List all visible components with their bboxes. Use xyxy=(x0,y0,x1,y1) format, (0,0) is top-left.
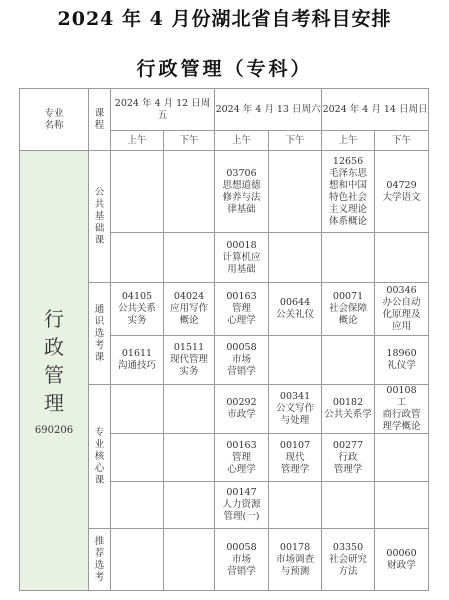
course-cell: 00346 办公自动 化原理及 应用 xyxy=(375,283,429,336)
course-cell: 04024 应用写作 概论 xyxy=(164,283,215,336)
empty-cell xyxy=(111,529,164,591)
empty-cell xyxy=(164,233,215,283)
course-cell: 12656 毛泽东思 想和中国 特色社会 主义理论 体系概论 xyxy=(322,151,375,233)
course-cell: 00060 财政学 xyxy=(375,529,429,591)
empty-cell xyxy=(269,482,322,529)
date-header-sun: 2024 年 4 月 14 日周日 xyxy=(322,89,429,131)
course-cell: 00644 公关礼仪 xyxy=(269,283,322,336)
course-cell: 00178 市场调查 与预测 xyxy=(269,529,322,591)
empty-cell xyxy=(164,385,215,434)
empty-cell xyxy=(375,233,429,283)
empty-cell xyxy=(111,385,164,434)
course-cell: 01511 现代管理 实务 xyxy=(164,336,215,385)
empty-cell xyxy=(322,233,375,283)
course-cell: 00277 行政 管理学 xyxy=(322,434,375,482)
course-cell: 00163 管理 心理学 xyxy=(215,283,269,336)
am-header: 上午 xyxy=(322,131,375,151)
pm-header: 下午 xyxy=(375,131,429,151)
major-name-char: 行 xyxy=(44,306,64,331)
empty-cell xyxy=(322,336,375,385)
pm-header: 下午 xyxy=(269,131,322,151)
major-header: 专业 名称 xyxy=(20,89,89,151)
empty-cell xyxy=(164,151,215,233)
course-cell: 00058 市场 营销学 xyxy=(215,336,269,385)
category-recommended: 推 荐 选 考 xyxy=(89,529,111,591)
page-title: 2024 年 4 月份湖北省自考科目安排 xyxy=(57,8,392,30)
category-header: 课 程 xyxy=(89,89,111,151)
major-name-char: 政 xyxy=(44,334,64,359)
empty-cell xyxy=(164,529,215,591)
category-public: 公 共 基 础 课 xyxy=(89,151,111,283)
major-name-char: 理 xyxy=(44,390,64,415)
schedule-table xyxy=(19,88,429,591)
category-core: 专 业 核 心 课 xyxy=(89,385,111,529)
course-cell: 00058 市场 营销学 xyxy=(215,529,269,591)
empty-cell xyxy=(375,434,429,482)
date-header-fri: 2024 年 4 月 12 日周五 xyxy=(111,89,215,131)
course-cell: 00018 计算机应 用基础 xyxy=(215,233,269,283)
major-name-char: 管 xyxy=(44,362,64,387)
empty-cell xyxy=(111,482,164,529)
major-cell xyxy=(20,151,89,591)
course-cell: 00071 社会保障 概论 xyxy=(322,283,375,336)
empty-cell xyxy=(269,151,322,233)
course-cell: 00108 工 商行政管 理学概论 xyxy=(375,385,429,434)
empty-cell xyxy=(269,336,322,385)
course-cell: 00182 公共关系学 xyxy=(322,385,375,434)
course-cell: 00341 公文写作 与处理 xyxy=(269,385,322,434)
empty-cell xyxy=(164,434,215,482)
empty-cell xyxy=(322,482,375,529)
course-cell: 00292 市政学 xyxy=(215,385,269,434)
course-cell: 00107 现代 管理学 xyxy=(269,434,322,482)
course-cell: 00147 人力资源 管理(一) xyxy=(215,482,269,529)
empty-cell xyxy=(111,434,164,482)
empty-cell xyxy=(269,233,322,283)
am-header: 上午 xyxy=(111,131,164,151)
course-cell: 18960 礼仪学 xyxy=(375,336,429,385)
course-cell: 04105 公共关系 实务 xyxy=(111,283,164,336)
course-cell: 04729 大学语文 xyxy=(375,151,429,233)
am-header: 上午 xyxy=(215,131,269,151)
course-cell: 03350 社会研究 方法 xyxy=(322,529,375,591)
empty-cell xyxy=(375,482,429,529)
category-general: 通 识 选 考 课 xyxy=(89,283,111,385)
empty-cell xyxy=(164,482,215,529)
empty-cell xyxy=(111,151,164,233)
course-cell: 01611 沟通技巧 xyxy=(111,336,164,385)
course-cell: 00163 管理 心理学 xyxy=(215,434,269,482)
major-code: 690206 xyxy=(34,424,74,436)
pm-header: 下午 xyxy=(164,131,215,151)
page-subtitle: 行政管理（专科） xyxy=(136,58,313,80)
date-header-sat: 2024 年 4 月 13 日周六 xyxy=(215,89,322,131)
empty-cell xyxy=(111,233,164,283)
course-cell: 03706 思想道德 修养与法 律基础 xyxy=(215,151,269,233)
